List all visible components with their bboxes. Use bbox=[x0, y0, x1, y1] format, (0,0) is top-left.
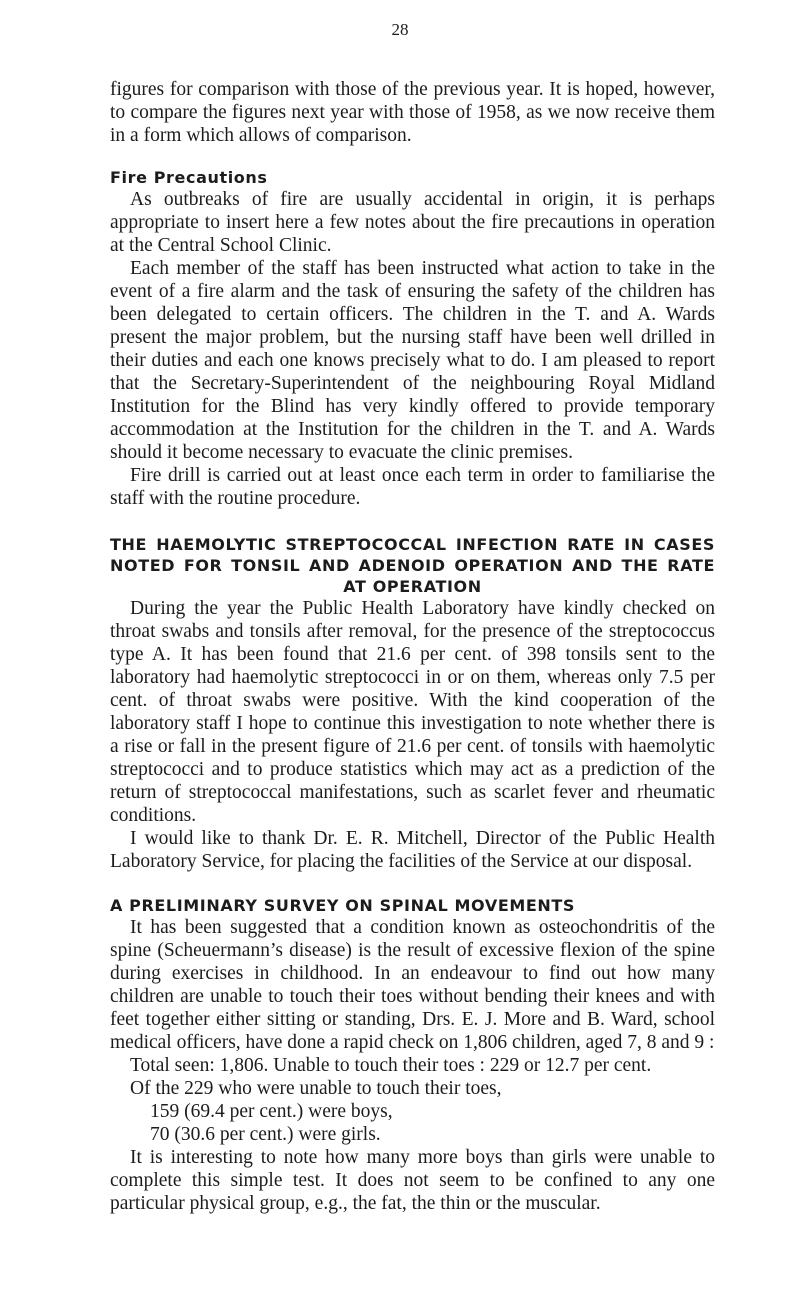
intro-paragraph: figures for comparison with those of the previous year. It is hoped, however, to compare the figures next year with those of 1958, as we now receive them in a form which allows of comparison. bbox=[110, 79, 715, 146]
fire-paragraph-3: Fire drill is carried out at least once each term in order to familiarise the staff with the routine procedure. bbox=[110, 465, 715, 509]
haemolytic-paragraph-1: During the year the Public Health Laboratory have kindly checked on throat swabs and tonsils after removal, for the presence of the streptococcus type A. It has been found that 21.6 per cent. of 398 tonsils sent to the laboratory had haemolytic streptococci in or on them, whereas only 7.5 per cent. of throat swabs were positive. With the kind cooperation of the laboratory staff I hope to continue this investigation to note whether there is a rise or fall in the present figure of 21.6 per cent. of tonsils with haemolytic streptococci and to produce statistics which may act as a prediction of the return of streptococcal manifestations, such as scarlet fever and rheumatic conditions. bbox=[110, 598, 715, 826]
haemolytic-paragraph-2: I would like to thank Dr. E. R. Mitchell, Director of the Public Health Laboratory Service, for placing the facilities of the Service at our disposal. bbox=[110, 828, 715, 872]
spinal-paragraph-1: It has been suggested that a condition known as osteochondritis of the spine (Scheuermann’s disease) is the result of excessive flexion of the spine during exercises in childhood. In an endeavour to find out how many children are unable to touch their toes without bending their knees and with feet together either sitting or standing, Drs. E. J. More and B. Ward, school medical officers, have done a rapid check on 1,806 children, aged 7, 8 and 9 : bbox=[110, 917, 715, 1053]
spinal-heading: A PRELIMINARY SURVEY ON SPINAL MOVEMENTS bbox=[110, 896, 576, 915]
fire-precautions-heading: Fire Precautions bbox=[110, 168, 268, 187]
spinal-boys-line: 159 (69.4 per cent.) were boys, bbox=[150, 1101, 393, 1122]
spinal-unable-line: Of the 229 who were unable to touch their toes, bbox=[130, 1078, 502, 1099]
fire-paragraph-1: As outbreaks of fire are usually accidental in origin, it is perhaps appropriate to insert here a few notes about the fire precautions in operation at the Central School Clinic. bbox=[110, 189, 715, 256]
haemolytic-heading: THE HAEMOLYTIC STREPTOCOCCAL INFECTION RATE IN CASES NOTED FOR TONSIL AND ADENOID OPERATION AND THE RATE AT OPERATION bbox=[110, 535, 715, 596]
fire-paragraph-2: Each member of the staff has been instructed what action to take in the event of a fire alarm and the task of ensuring the safety of the children has been delegated to certain officers. The children in the T. and A. Wards present the major problem, but the nursing staff have been well drilled in their duties and each one knows precisely what to do. I am pleased to report that the Secretary-Superintendent of the neighbouring Royal Midland Institution for the Blind has very kindly offered to provide temporary accommodation at the Institution for the children in the T. and A. Wards should it become necessary to evacuate the clinic premises. bbox=[110, 258, 715, 463]
spinal-girls-line: 70 (30.6 per cent.) were girls. bbox=[150, 1124, 381, 1145]
spinal-total-line: Total seen: 1,806. Unable to touch their toes : 229 or 12.7 per cent. bbox=[130, 1055, 652, 1076]
page-number: 28 bbox=[391, 20, 409, 39]
spinal-paragraph-2: It is interesting to note how many more boys than girls were unable to complete this simple test. It does not seem to be confined to any one particular physical group, e.g., the fat, the thin or the muscular. bbox=[110, 1147, 715, 1214]
page-body bbox=[110, 78, 715, 1215]
